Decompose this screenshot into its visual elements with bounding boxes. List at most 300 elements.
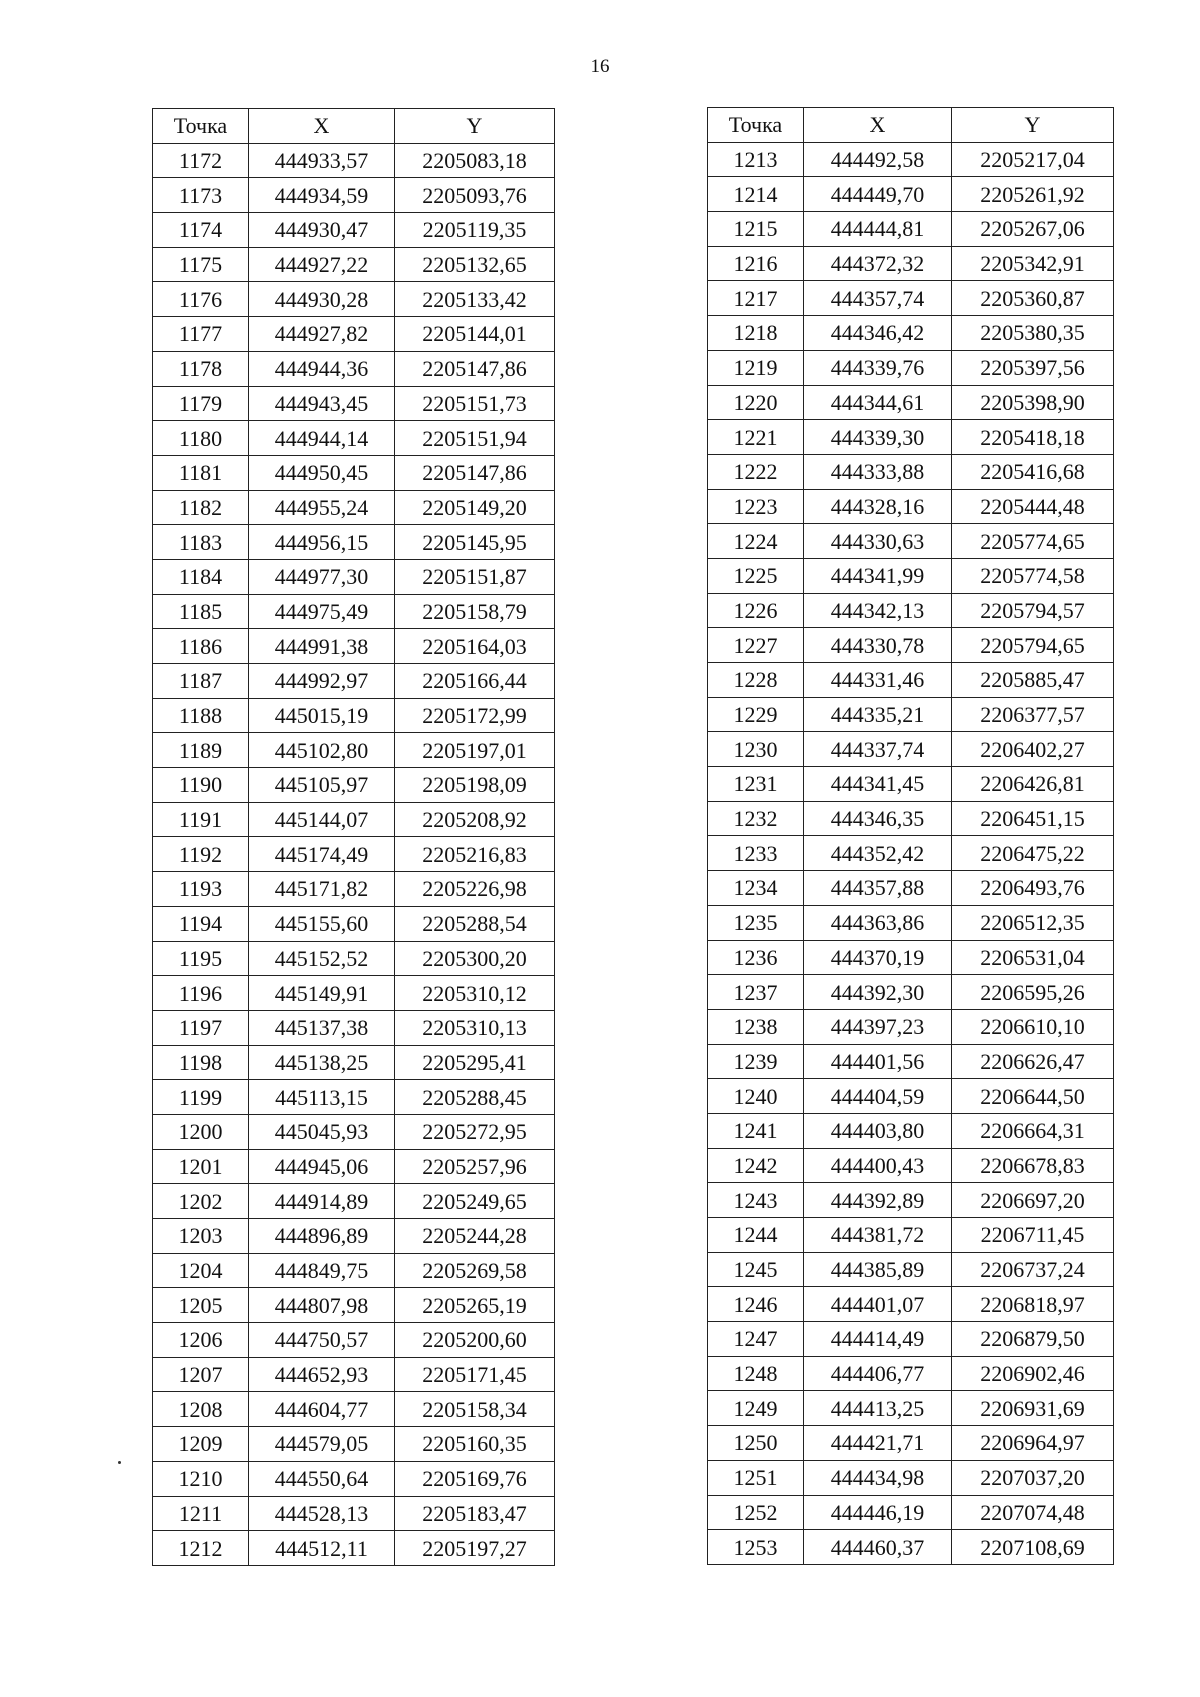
cell-point: 1241 [708, 1113, 804, 1148]
cell-x: 445105,97 [249, 768, 395, 803]
cell-y: 2206644,50 [952, 1079, 1114, 1114]
cell-point: 1182 [153, 490, 249, 525]
cell-x: 444930,28 [249, 282, 395, 317]
cell-y: 2206626,47 [952, 1044, 1114, 1079]
table-row [708, 593, 1114, 628]
cell-point: 1226 [708, 593, 804, 628]
table-row [153, 768, 555, 803]
cell-point: 1194 [153, 906, 249, 941]
cell-point: 1214 [708, 177, 804, 212]
cell-point: 1180 [153, 421, 249, 456]
cell-point: 1232 [708, 801, 804, 836]
table-row [708, 697, 1114, 732]
cell-x: 444950,45 [249, 455, 395, 490]
cell-point: 1209 [153, 1427, 249, 1462]
cell-point: 1172 [153, 143, 249, 178]
cell-point: 1186 [153, 629, 249, 664]
cell-point: 1176 [153, 282, 249, 317]
table-row [153, 733, 555, 768]
cell-x: 444944,36 [249, 351, 395, 386]
table-row [708, 628, 1114, 663]
cell-x: 444956,15 [249, 525, 395, 560]
header-point: Точка [153, 109, 249, 144]
cell-y: 2205200,60 [395, 1323, 555, 1358]
table-row [708, 732, 1114, 767]
cell-x: 444991,38 [249, 629, 395, 664]
cell-point: 1239 [708, 1044, 804, 1079]
table-row [708, 524, 1114, 559]
cell-y: 2206737,24 [952, 1252, 1114, 1287]
cell-x: 445138,25 [249, 1045, 395, 1080]
cell-x: 444579,05 [249, 1427, 395, 1462]
cell-point: 1208 [153, 1392, 249, 1427]
table-row [708, 212, 1114, 247]
cell-point: 1181 [153, 455, 249, 490]
table-row [708, 1044, 1114, 1079]
cell-point: 1198 [153, 1045, 249, 1080]
table-row [708, 142, 1114, 177]
table-row [708, 1460, 1114, 1495]
table-row [153, 872, 555, 907]
table-row [708, 1252, 1114, 1287]
cell-x: 444930,47 [249, 213, 395, 248]
cell-x: 445152,52 [249, 941, 395, 976]
cell-x: 444421,71 [804, 1426, 952, 1461]
cell-y: 2205147,86 [395, 455, 555, 490]
cell-point: 1248 [708, 1356, 804, 1391]
table-row [708, 801, 1114, 836]
table-row [153, 1323, 555, 1358]
cell-y: 2205261,92 [952, 177, 1114, 212]
table-row [708, 385, 1114, 420]
cell-y: 2206902,46 [952, 1356, 1114, 1391]
cell-point: 1202 [153, 1184, 249, 1219]
cell-point: 1229 [708, 697, 804, 732]
cell-point: 1249 [708, 1391, 804, 1426]
cell-x: 444346,42 [804, 316, 952, 351]
table-row [153, 594, 555, 629]
cell-x: 444372,32 [804, 246, 952, 281]
cell-y: 2205144,01 [395, 317, 555, 352]
cell-y: 2205249,65 [395, 1184, 555, 1219]
cell-point: 1196 [153, 976, 249, 1011]
cell-x: 445102,80 [249, 733, 395, 768]
cell-x: 444434,98 [804, 1460, 952, 1495]
cell-x: 444992,97 [249, 664, 395, 699]
cell-x: 444401,07 [804, 1287, 952, 1322]
cell-point: 1192 [153, 837, 249, 872]
table-row [708, 1287, 1114, 1322]
cell-x: 444330,78 [804, 628, 952, 663]
cell-y: 2207037,20 [952, 1460, 1114, 1495]
table-row [153, 282, 555, 317]
cell-y: 2205172,99 [395, 698, 555, 733]
cell-y: 2205416,68 [952, 454, 1114, 489]
cell-y: 2205149,20 [395, 490, 555, 525]
table-row [708, 836, 1114, 871]
cell-point: 1190 [153, 768, 249, 803]
cell-x: 444370,19 [804, 940, 952, 975]
cell-point: 1185 [153, 594, 249, 629]
cell-y: 2205397,56 [952, 350, 1114, 385]
table-row [708, 663, 1114, 698]
cell-x: 445144,07 [249, 802, 395, 837]
cell-y: 2206475,22 [952, 836, 1114, 871]
cell-point: 1222 [708, 454, 804, 489]
cell-y: 2206964,97 [952, 1426, 1114, 1461]
cell-x: 444381,72 [804, 1218, 952, 1253]
table-row [153, 421, 555, 456]
cell-point: 1177 [153, 317, 249, 352]
table-row [153, 1427, 555, 1462]
cell-y: 2205151,73 [395, 386, 555, 421]
cell-y: 2205132,65 [395, 247, 555, 282]
table-row [153, 143, 555, 178]
table-row [708, 281, 1114, 316]
table-header-row [708, 108, 1114, 143]
cell-x: 444363,86 [804, 905, 952, 940]
cell-x: 444385,89 [804, 1252, 952, 1287]
cell-point: 1213 [708, 142, 804, 177]
cell-y: 2205794,65 [952, 628, 1114, 663]
cell-x: 444943,45 [249, 386, 395, 421]
header-x: X [249, 109, 395, 144]
cell-x: 444344,61 [804, 385, 952, 420]
cell-point: 1221 [708, 420, 804, 455]
cell-x: 444550,64 [249, 1461, 395, 1496]
cell-y: 2205774,58 [952, 558, 1114, 593]
cell-x: 444933,57 [249, 143, 395, 178]
cell-point: 1250 [708, 1426, 804, 1461]
table-row [153, 1114, 555, 1149]
cell-y: 2206664,31 [952, 1113, 1114, 1148]
cell-point: 1247 [708, 1322, 804, 1357]
table-row [153, 559, 555, 594]
cell-point: 1218 [708, 316, 804, 351]
cell-x: 444446,19 [804, 1495, 952, 1530]
table-row [153, 213, 555, 248]
table-row [708, 940, 1114, 975]
cell-y: 2205169,76 [395, 1461, 555, 1496]
cell-y: 2205093,76 [395, 178, 555, 213]
cell-y: 2205265,19 [395, 1288, 555, 1323]
cell-y: 2206426,81 [952, 767, 1114, 802]
cell-x: 444413,25 [804, 1391, 952, 1426]
cell-y: 2205183,47 [395, 1496, 555, 1531]
cell-x: 444401,56 [804, 1044, 952, 1079]
cell-y: 2205272,95 [395, 1114, 555, 1149]
cell-y: 2205300,20 [395, 941, 555, 976]
cell-point: 1199 [153, 1080, 249, 1115]
cell-x: 444328,16 [804, 489, 952, 524]
cell-point: 1227 [708, 628, 804, 663]
table-row [153, 1010, 555, 1045]
cell-point: 1178 [153, 351, 249, 386]
cell-y: 2206595,26 [952, 975, 1114, 1010]
cell-point: 1210 [153, 1461, 249, 1496]
cell-y: 2205257,96 [395, 1149, 555, 1184]
cell-x: 444357,88 [804, 871, 952, 906]
table-row [153, 941, 555, 976]
cell-y: 2205197,27 [395, 1531, 555, 1566]
cell-x: 445137,38 [249, 1010, 395, 1045]
cell-x: 444528,13 [249, 1496, 395, 1531]
cell-point: 1173 [153, 178, 249, 213]
cell-point: 1246 [708, 1287, 804, 1322]
cell-y: 2205310,12 [395, 976, 555, 1011]
table-row [153, 1219, 555, 1254]
table-row [153, 490, 555, 525]
table-row [708, 1322, 1114, 1357]
cell-x: 444945,06 [249, 1149, 395, 1184]
cell-x: 444414,49 [804, 1322, 952, 1357]
cell-x: 444330,63 [804, 524, 952, 559]
table-row [708, 420, 1114, 455]
table-row [153, 976, 555, 1011]
cell-y: 2205197,01 [395, 733, 555, 768]
cell-x: 444406,77 [804, 1356, 952, 1391]
cell-x: 445149,91 [249, 976, 395, 1011]
cell-point: 1212 [153, 1531, 249, 1566]
cell-y: 2205171,45 [395, 1357, 555, 1392]
cell-point: 1238 [708, 1009, 804, 1044]
cell-y: 2207108,69 [952, 1530, 1114, 1565]
table-row [153, 629, 555, 664]
cell-y: 2205310,13 [395, 1010, 555, 1045]
table-row [708, 454, 1114, 489]
cell-point: 1211 [153, 1496, 249, 1531]
cell-y: 2206512,35 [952, 905, 1114, 940]
cell-x: 444927,22 [249, 247, 395, 282]
table-row [708, 1148, 1114, 1183]
cell-x: 444896,89 [249, 1219, 395, 1254]
table-row [153, 317, 555, 352]
table-row [153, 351, 555, 386]
cell-point: 1237 [708, 975, 804, 1010]
cell-y: 2205217,04 [952, 142, 1114, 177]
cell-point: 1188 [153, 698, 249, 733]
table-row [153, 1392, 555, 1427]
cell-x: 445155,60 [249, 906, 395, 941]
cell-x: 444977,30 [249, 559, 395, 594]
cell-x: 445045,93 [249, 1114, 395, 1149]
coordinates-table-right [707, 107, 1114, 1565]
cell-y: 2205083,18 [395, 143, 555, 178]
cell-x: 444460,37 [804, 1530, 952, 1565]
table-row [153, 455, 555, 490]
table-header-row [153, 109, 555, 144]
cell-y: 2206931,69 [952, 1391, 1114, 1426]
cell-x: 444444,81 [804, 212, 952, 247]
cell-point: 1201 [153, 1149, 249, 1184]
cell-x: 445174,49 [249, 837, 395, 872]
table-row [708, 1426, 1114, 1461]
cell-y: 2205342,91 [952, 246, 1114, 281]
cell-y: 2205151,87 [395, 559, 555, 594]
cell-y: 2205151,94 [395, 421, 555, 456]
cell-point: 1231 [708, 767, 804, 802]
cell-x: 444331,46 [804, 663, 952, 698]
table-row [153, 1531, 555, 1566]
cell-point: 1215 [708, 212, 804, 247]
table-row [708, 975, 1114, 1010]
cell-x: 444333,88 [804, 454, 952, 489]
table-row [708, 1495, 1114, 1530]
table-row [708, 871, 1114, 906]
cell-y: 2205158,34 [395, 1392, 555, 1427]
cell-y: 2206818,97 [952, 1287, 1114, 1322]
table-row [153, 386, 555, 421]
table-row [153, 906, 555, 941]
cell-y: 2205360,87 [952, 281, 1114, 316]
cell-y: 2205198,09 [395, 768, 555, 803]
cell-point: 1228 [708, 663, 804, 698]
cell-point: 1183 [153, 525, 249, 560]
table-row [708, 1391, 1114, 1426]
table-row [153, 1149, 555, 1184]
cell-point: 1230 [708, 732, 804, 767]
table-row [708, 767, 1114, 802]
cell-point: 1245 [708, 1252, 804, 1287]
table-row [708, 316, 1114, 351]
cell-point: 1193 [153, 872, 249, 907]
table-row [708, 1530, 1114, 1565]
table-row [708, 1079, 1114, 1114]
cell-x: 444807,98 [249, 1288, 395, 1323]
cell-point: 1253 [708, 1530, 804, 1565]
cell-y: 2205216,83 [395, 837, 555, 872]
cell-point: 1205 [153, 1288, 249, 1323]
cell-y: 2205267,06 [952, 212, 1114, 247]
cell-y: 2205288,54 [395, 906, 555, 941]
cell-point: 1225 [708, 558, 804, 593]
cell-x: 444849,75 [249, 1253, 395, 1288]
cell-x: 444392,89 [804, 1183, 952, 1218]
cell-point: 1206 [153, 1323, 249, 1358]
cell-x: 444652,93 [249, 1357, 395, 1392]
cell-x: 444492,58 [804, 142, 952, 177]
cell-y: 2205166,44 [395, 664, 555, 699]
cell-x: 444944,14 [249, 421, 395, 456]
cell-y: 2205418,18 [952, 420, 1114, 455]
cell-point: 1219 [708, 350, 804, 385]
table-row [153, 247, 555, 282]
cell-point: 1240 [708, 1079, 804, 1114]
cell-point: 1220 [708, 385, 804, 420]
table-row [153, 1045, 555, 1080]
cell-y: 2205794,57 [952, 593, 1114, 628]
cell-x: 444392,30 [804, 975, 952, 1010]
cell-y: 2205147,86 [395, 351, 555, 386]
cell-point: 1252 [708, 1495, 804, 1530]
table-row [153, 1357, 555, 1392]
table-row [153, 1496, 555, 1531]
cell-point: 1197 [153, 1010, 249, 1045]
table-row [153, 1080, 555, 1115]
table-row [708, 905, 1114, 940]
cell-x: 444357,74 [804, 281, 952, 316]
cell-y: 2205208,92 [395, 802, 555, 837]
cell-x: 444404,59 [804, 1079, 952, 1114]
table-row [153, 525, 555, 560]
cell-y: 2206377,57 [952, 697, 1114, 732]
cell-y: 2205444,48 [952, 489, 1114, 524]
cell-point: 1189 [153, 733, 249, 768]
table-row [708, 246, 1114, 281]
cell-point: 1195 [153, 941, 249, 976]
table-row [708, 558, 1114, 593]
cell-point: 1243 [708, 1183, 804, 1218]
cell-y: 2205380,35 [952, 316, 1114, 351]
cell-point: 1233 [708, 836, 804, 871]
cell-point: 1191 [153, 802, 249, 837]
cell-point: 1251 [708, 1460, 804, 1495]
cell-y: 2205164,03 [395, 629, 555, 664]
table-row [153, 837, 555, 872]
cell-x: 444346,35 [804, 801, 952, 836]
table-row [708, 1113, 1114, 1148]
cell-y: 2206493,76 [952, 871, 1114, 906]
cell-y: 2206697,20 [952, 1183, 1114, 1218]
cell-x: 444927,82 [249, 317, 395, 352]
cell-y: 2205160,35 [395, 1427, 555, 1462]
cell-point: 1223 [708, 489, 804, 524]
cell-y: 2206879,50 [952, 1322, 1114, 1357]
cell-point: 1235 [708, 905, 804, 940]
cell-point: 1179 [153, 386, 249, 421]
cell-y: 2205288,45 [395, 1080, 555, 1115]
header-y: Y [395, 109, 555, 144]
cell-point: 1224 [708, 524, 804, 559]
cell-point: 1242 [708, 1148, 804, 1183]
table-row [153, 1184, 555, 1219]
cell-y: 2205119,35 [395, 213, 555, 248]
cell-point: 1187 [153, 664, 249, 699]
table-row [153, 178, 555, 213]
cell-x: 444512,11 [249, 1531, 395, 1566]
cell-point: 1175 [153, 247, 249, 282]
cell-y: 2207074,48 [952, 1495, 1114, 1530]
cell-x: 444339,30 [804, 420, 952, 455]
cell-y: 2205774,65 [952, 524, 1114, 559]
cell-x: 444335,21 [804, 697, 952, 732]
table-row [708, 1009, 1114, 1044]
cell-y: 2206531,04 [952, 940, 1114, 975]
cell-x: 444341,45 [804, 767, 952, 802]
cell-point: 1244 [708, 1218, 804, 1253]
table-row [708, 1183, 1114, 1218]
cell-point: 1217 [708, 281, 804, 316]
cell-y: 2206678,83 [952, 1148, 1114, 1183]
cell-y: 2205244,28 [395, 1219, 555, 1254]
cell-x: 444341,99 [804, 558, 952, 593]
cell-y: 2205145,95 [395, 525, 555, 560]
table-row [153, 1461, 555, 1496]
cell-y: 2205226,98 [395, 872, 555, 907]
table-row [153, 1253, 555, 1288]
cell-y: 2205269,58 [395, 1253, 555, 1288]
cell-point: 1184 [153, 559, 249, 594]
cell-y: 2205133,42 [395, 282, 555, 317]
stray-mark [118, 1461, 121, 1464]
cell-x: 444352,42 [804, 836, 952, 871]
header-x: X [804, 108, 952, 143]
cell-point: 1236 [708, 940, 804, 975]
cell-y: 2205158,79 [395, 594, 555, 629]
table-row [153, 664, 555, 699]
cell-x: 444934,59 [249, 178, 395, 213]
cell-x: 444339,76 [804, 350, 952, 385]
